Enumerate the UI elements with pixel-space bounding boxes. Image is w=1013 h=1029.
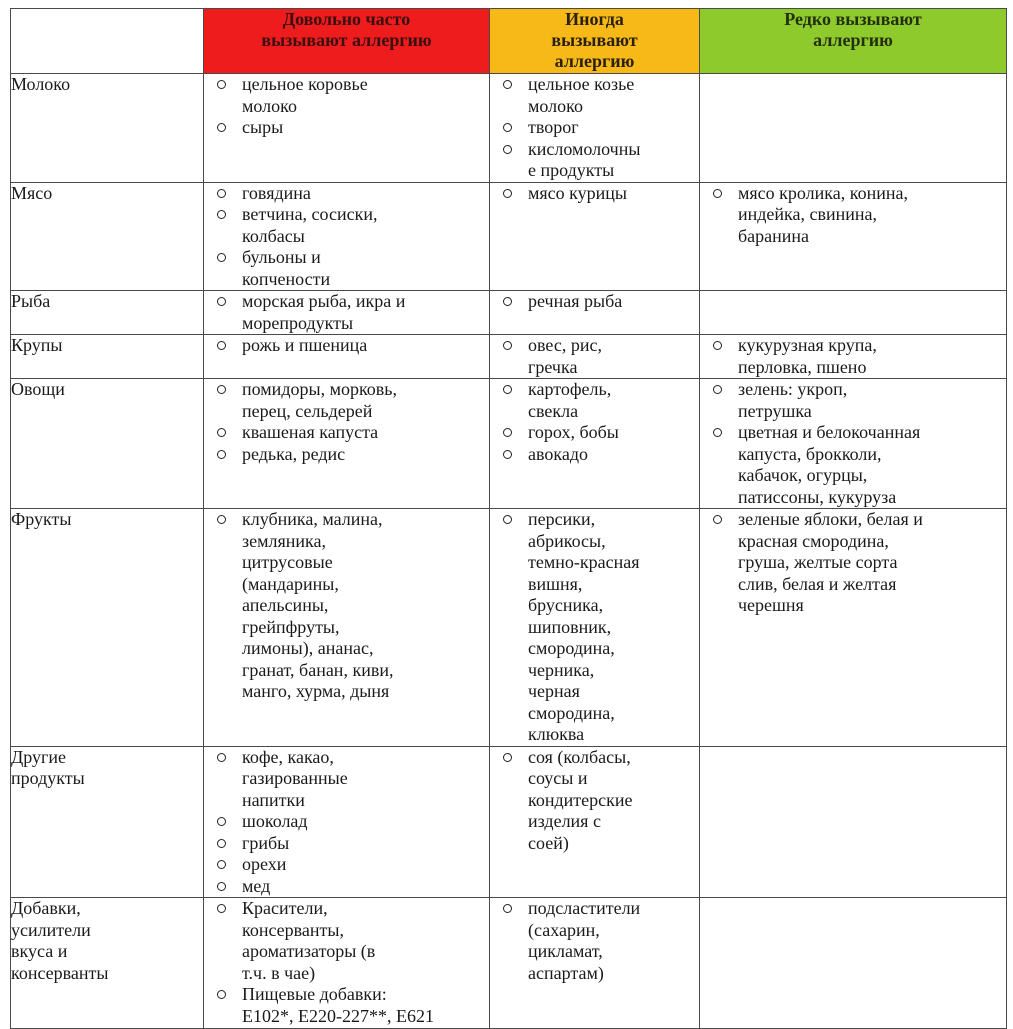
- list-item: [204, 444, 489, 466]
- list-item-text: перловка, пшено: [738, 356, 867, 377]
- circle-bullet-icon: [217, 860, 226, 869]
- list-item-text: редька, редис: [242, 443, 346, 464]
- category-label: Крупы: [11, 335, 63, 355]
- items-cell-mid: [490, 74, 700, 183]
- bullet-list: [490, 74, 699, 182]
- list-item-text: речная рыба: [528, 291, 623, 311]
- items-cell-mid: [490, 379, 700, 509]
- items-cell-mid: [490, 182, 700, 291]
- list-item: [490, 444, 699, 466]
- list-item-text: консерванты,: [242, 919, 345, 940]
- list-item-text: цикламат,: [528, 941, 603, 961]
- list-item: [204, 183, 489, 205]
- circle-bullet-icon: [217, 297, 226, 306]
- list-item: [490, 139, 699, 182]
- circle-bullet-icon: [217, 904, 226, 913]
- list-item-text: манго, хурма, дыня: [242, 681, 390, 701]
- items-cell-mid: [490, 898, 700, 1029]
- list-item-text: (мандарины,: [242, 573, 339, 594]
- list-item-text: соусы и: [528, 768, 588, 788]
- list-item-text: е продукты: [528, 160, 615, 180]
- circle-bullet-icon: [217, 189, 226, 198]
- bullet-list: [490, 183, 699, 205]
- list-item-text: авокадо: [528, 443, 588, 464]
- list-item: [204, 74, 489, 117]
- circle-bullet-icon: [217, 253, 226, 262]
- items-cell-low: [700, 379, 1007, 509]
- list-item-text: говядина: [242, 182, 311, 203]
- bullet-list: [204, 291, 489, 334]
- list-item: [204, 509, 489, 703]
- category-cell: [11, 746, 204, 898]
- circle-bullet-icon: [713, 428, 722, 437]
- bullet-list: [204, 335, 489, 357]
- table-row: [11, 379, 1007, 509]
- header-sometimes-line: Иногда: [565, 9, 624, 29]
- table-row: [11, 898, 1007, 1029]
- list-item-text: молоко: [528, 95, 583, 116]
- list-item-text: колбасы: [242, 225, 305, 246]
- list-item: [204, 747, 489, 812]
- list-item-text: цветная и белокочанная: [738, 422, 921, 442]
- list-item: [700, 509, 1006, 617]
- list-item: [204, 247, 489, 290]
- list-item-text: петрушка: [738, 400, 812, 421]
- list-item-text: клюква: [528, 724, 585, 744]
- list-item-text: цитрусовые: [242, 552, 333, 572]
- category-cell: [11, 898, 204, 1029]
- list-item-text: земляника,: [242, 530, 326, 551]
- items-cell-low: [700, 182, 1007, 291]
- items-cell-low: [700, 335, 1007, 379]
- list-item-text: соя (колбасы,: [528, 746, 631, 767]
- bullet-list: [204, 183, 489, 291]
- list-item-text: патиссоны, кукуруза: [738, 486, 897, 507]
- list-item-text: ароматизаторы (в: [242, 941, 376, 961]
- category-cell: [11, 509, 204, 747]
- bullet-list: [204, 509, 489, 703]
- items-cell-high: [204, 74, 490, 183]
- list-item-text: ветчина, сосиски,: [242, 204, 378, 224]
- list-item: [204, 854, 489, 876]
- list-item-text: грейпфруты,: [242, 616, 340, 637]
- list-item-text: красная смородина,: [738, 530, 889, 551]
- list-item: [204, 335, 489, 357]
- circle-bullet-icon: [217, 450, 226, 459]
- category-cell: [11, 291, 204, 335]
- list-item: [490, 291, 699, 313]
- list-item-text: т.ч. в чае): [242, 962, 316, 983]
- circle-bullet-icon: [217, 515, 226, 524]
- items-cell-mid: [490, 335, 700, 379]
- list-item: [700, 335, 1006, 378]
- list-item-text: лимоны), ананас,: [242, 638, 374, 658]
- list-item-text: персики,: [528, 509, 596, 529]
- circle-bullet-icon: [217, 753, 226, 762]
- list-item-text: шиповник,: [528, 616, 612, 637]
- bullet-list: [700, 509, 1006, 617]
- list-item: [204, 833, 489, 855]
- list-item-text: творог: [528, 117, 579, 137]
- list-item-text: гречка: [528, 356, 578, 377]
- bullet-list: [490, 335, 699, 378]
- list-item: [490, 422, 699, 444]
- category-label: консерванты: [11, 962, 109, 983]
- circle-bullet-icon: [217, 990, 226, 999]
- category-label: Мясо: [11, 182, 53, 203]
- list-item-text: баранина: [738, 225, 810, 246]
- circle-bullet-icon: [503, 145, 512, 154]
- list-item: [490, 183, 699, 205]
- category-cell: [11, 379, 204, 509]
- list-item-text: мед: [242, 875, 271, 896]
- list-item-text: вишня,: [528, 573, 583, 594]
- list-item-text: мясо курицы: [528, 182, 628, 203]
- items-cell-mid: [490, 291, 700, 335]
- list-item-text: абрикосы,: [528, 530, 606, 551]
- list-item-text: брусника,: [528, 595, 604, 615]
- list-item: [204, 984, 489, 1027]
- circle-bullet-icon: [217, 817, 226, 826]
- header-often-line: Довольно часто: [282, 9, 411, 29]
- list-item: [204, 898, 489, 984]
- circle-bullet-icon: [503, 753, 512, 762]
- list-item-text: Пищевые добавки:: [242, 984, 387, 1004]
- category-label: Другие: [11, 746, 67, 767]
- list-item-text: Красители,: [242, 898, 328, 918]
- list-item: [490, 747, 699, 855]
- circle-bullet-icon: [217, 341, 226, 350]
- list-item-text: сыры: [242, 117, 284, 137]
- list-item-text: помидоры, морковь,: [242, 379, 397, 399]
- list-item-text: горох, бобы: [528, 422, 619, 442]
- circle-bullet-icon: [503, 123, 512, 132]
- bullet-list: [204, 379, 489, 465]
- circle-bullet-icon: [503, 80, 512, 89]
- list-item-text: клубника, малина,: [242, 509, 383, 529]
- list-item-text: индейка, свинина,: [738, 204, 878, 224]
- bullet-list: [490, 898, 699, 984]
- table-row: [11, 74, 1007, 183]
- items-cell-high: [204, 509, 490, 747]
- category-label: Фрукты: [11, 509, 72, 529]
- list-item-text: грибы: [242, 832, 290, 853]
- category-cell: [11, 182, 204, 291]
- list-item-text: черешня: [738, 595, 804, 615]
- category-label: Рыба: [11, 291, 51, 311]
- list-item-text: зелень: укроп,: [738, 379, 848, 399]
- list-item: [204, 876, 489, 898]
- list-item: [490, 335, 699, 378]
- list-item-text: груша, желтые сорта: [738, 552, 898, 572]
- header-sometimes-line: вызывают: [551, 30, 638, 50]
- list-item-text: свекла: [528, 400, 579, 421]
- circle-bullet-icon: [713, 341, 722, 350]
- list-item-text: кабачок, огурцы,: [738, 465, 868, 485]
- list-item: [700, 379, 1006, 422]
- list-item-text: апельсины,: [242, 595, 329, 615]
- circle-bullet-icon: [503, 189, 512, 198]
- list-item: [204, 422, 489, 444]
- list-item-text: кофе, какао,: [242, 746, 334, 767]
- bullet-list: [700, 379, 1006, 508]
- list-item-text: цельное козье: [528, 74, 635, 94]
- category-label: Овощи: [11, 379, 65, 399]
- list-item-text: смородина,: [528, 702, 615, 723]
- list-item-text: аспартам): [528, 962, 604, 983]
- category-label: усилители: [11, 919, 91, 940]
- bullet-list: [490, 291, 699, 313]
- circle-bullet-icon: [217, 123, 226, 132]
- list-item-text: морская рыба, икра и: [242, 291, 406, 311]
- list-item-text: копчености: [242, 268, 331, 289]
- list-item-text: цельное коровье: [242, 74, 368, 94]
- list-item-text: мясо кролика, конина,: [738, 182, 908, 203]
- list-item-text: капуста, брокколи,: [738, 443, 882, 464]
- circle-bullet-icon: [217, 80, 226, 89]
- circle-bullet-icon: [503, 385, 512, 394]
- list-item-text: Е102*, Е220-227**, Е621: [242, 1005, 434, 1026]
- header-often: [204, 9, 490, 74]
- circle-bullet-icon: [713, 189, 722, 198]
- table-row: [11, 182, 1007, 291]
- table-row: [11, 509, 1007, 747]
- bullet-list: [490, 509, 699, 746]
- table-row: [11, 291, 1007, 335]
- list-item: [204, 811, 489, 833]
- circle-bullet-icon: [713, 515, 722, 524]
- items-cell-low: [700, 746, 1007, 898]
- category-label: Молоко: [11, 74, 71, 94]
- bullet-list: [700, 183, 1006, 248]
- header-sometimes: [490, 9, 700, 74]
- header-row: [11, 9, 1007, 74]
- items-cell-low: [700, 291, 1007, 335]
- list-item-text: бульоны и: [242, 247, 321, 267]
- category-label: Добавки,: [11, 898, 81, 918]
- items-cell-high: [204, 291, 490, 335]
- allergy-table-container: [10, 8, 1006, 1029]
- list-item: [700, 183, 1006, 248]
- list-item-text: молоко: [242, 95, 297, 116]
- list-item: [490, 117, 699, 139]
- list-item-text: подсластители: [528, 898, 641, 918]
- header-rarely-line: Редко вызывают: [784, 9, 922, 29]
- circle-bullet-icon: [217, 839, 226, 848]
- items-cell-high: [204, 898, 490, 1029]
- list-item: [490, 74, 699, 117]
- bullet-list: [490, 379, 699, 465]
- category-label: продукты: [11, 768, 85, 788]
- circle-bullet-icon: [217, 428, 226, 437]
- items-cell-low: [700, 74, 1007, 183]
- list-item-text: кисломолочны: [528, 138, 641, 159]
- list-item-text: напитки: [242, 789, 305, 810]
- list-item-text: смородина,: [528, 638, 615, 658]
- list-item-text: черника,: [528, 659, 595, 680]
- header-sometimes-line: аллергию: [554, 51, 635, 71]
- list-item: [490, 898, 699, 984]
- items-cell-mid: [490, 509, 700, 747]
- list-item: [204, 291, 489, 334]
- list-item-text: рожь и пшеница: [242, 335, 368, 355]
- list-item-text: изделия с: [528, 811, 601, 831]
- items-cell-high: [204, 335, 490, 379]
- header-empty-cell: [11, 9, 204, 74]
- list-item-text: квашеная капуста: [242, 422, 379, 442]
- list-item-text: картофель,: [528, 379, 612, 399]
- items-cell-high: [204, 379, 490, 509]
- items-cell-low: [700, 898, 1007, 1029]
- list-item-text: гранат, банан, киви,: [242, 659, 394, 680]
- list-item: [490, 509, 699, 746]
- circle-bullet-icon: [217, 385, 226, 394]
- table-row: [11, 746, 1007, 898]
- circle-bullet-icon: [503, 428, 512, 437]
- bullet-list: [204, 74, 489, 139]
- bullet-list: [700, 335, 1006, 378]
- list-item-text: кукурузная крупа,: [738, 335, 877, 355]
- items-cell-low: [700, 509, 1007, 747]
- category-cell: [11, 335, 204, 379]
- list-item-text: черная: [528, 681, 580, 701]
- list-item-text: зеленые яблоки, белая и: [738, 509, 923, 529]
- circle-bullet-icon: [217, 210, 226, 219]
- circle-bullet-icon: [503, 297, 512, 306]
- bullet-list: [204, 747, 489, 898]
- table-row: [11, 335, 1007, 379]
- list-item-text: темно-красная: [528, 552, 640, 572]
- table-body: [11, 74, 1007, 1029]
- circle-bullet-icon: [503, 904, 512, 913]
- list-item: [204, 117, 489, 139]
- category-cell: [11, 74, 204, 183]
- list-item-text: (сахарин,: [528, 919, 600, 940]
- list-item: [204, 204, 489, 247]
- list-item-text: овес, рис,: [528, 335, 602, 355]
- circle-bullet-icon: [503, 341, 512, 350]
- category-label: вкуса и: [11, 941, 68, 961]
- circle-bullet-icon: [713, 385, 722, 394]
- items-cell-high: [204, 746, 490, 898]
- bullet-list: [490, 747, 699, 855]
- items-cell-high: [204, 182, 490, 291]
- list-item-text: перец, сельдерей: [242, 400, 373, 421]
- list-item-text: шоколад: [242, 811, 308, 831]
- circle-bullet-icon: [217, 882, 226, 891]
- bullet-list: [204, 898, 489, 1027]
- list-item-text: морепродукты: [242, 312, 354, 333]
- list-item: [700, 422, 1006, 508]
- header-rarely: [700, 9, 1007, 74]
- list-item-text: газированные: [242, 768, 348, 788]
- list-item-text: слив, белая и желтая: [738, 573, 897, 594]
- items-cell-mid: [490, 746, 700, 898]
- list-item-text: кондитерские: [528, 789, 633, 810]
- header-rarely-line: аллергию: [813, 30, 893, 50]
- list-item: [204, 379, 489, 422]
- list-item: [490, 379, 699, 422]
- circle-bullet-icon: [503, 450, 512, 459]
- header-often-line: вызывают аллергию: [261, 30, 432, 50]
- circle-bullet-icon: [503, 515, 512, 524]
- allergy-table: [10, 8, 1007, 1029]
- list-item-text: орехи: [242, 854, 287, 874]
- list-item-text: соей): [528, 832, 569, 853]
